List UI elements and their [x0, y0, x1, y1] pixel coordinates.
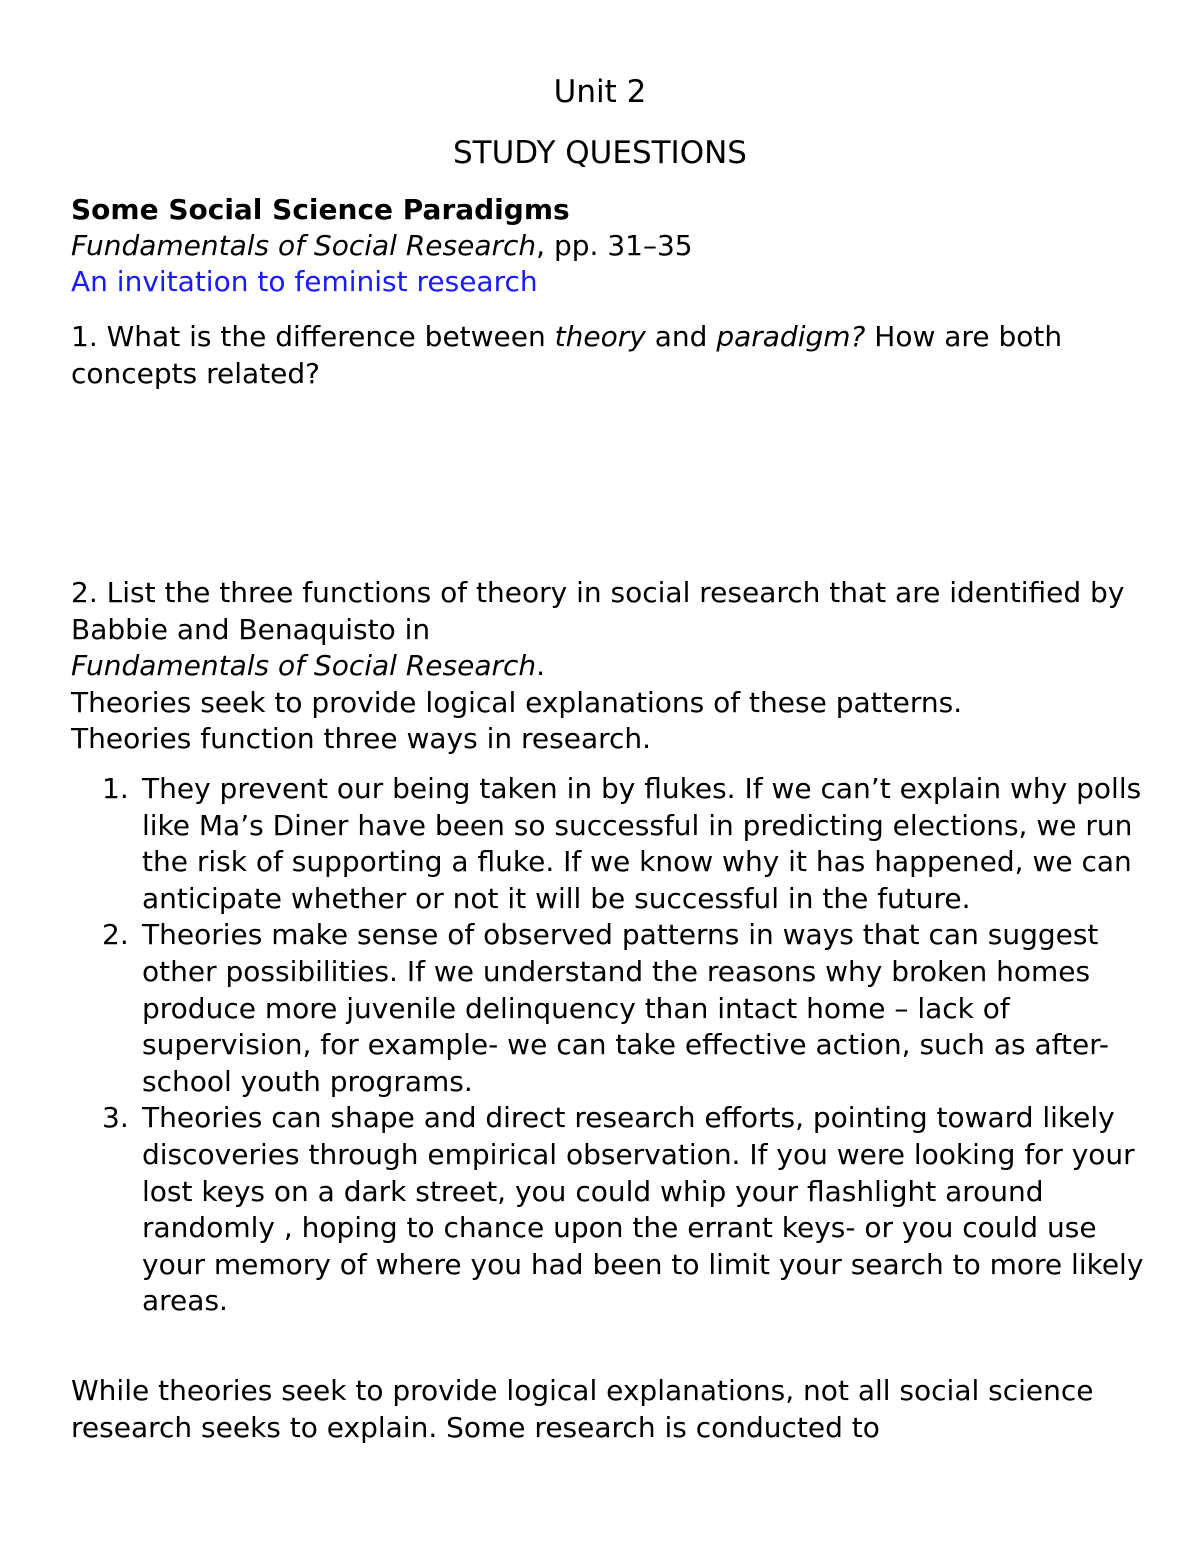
- question-2-book-title: Fundamentals of Social Research: [71, 649, 537, 683]
- question-2-text: 2. List the three functions of theory in social research that are identified by Babbie and Benaquisto in: [71, 576, 1125, 646]
- reference-line: [71, 228, 1161, 265]
- question-1-suffix: How are both concepts related?: [71, 320, 1063, 390]
- list-item-number: 2.: [102, 918, 129, 952]
- list-item-number: 1.: [102, 772, 129, 805]
- list-item: [71, 771, 1161, 917]
- list-item-text: They prevent our being taken in by flukes. If we can’t explain why polls like Ma’s Diner have been so successful in predicting elections, we run the risk of supporting a fluke. If we know why it has happened, we can anticipate whether or not it will be successful in the future.: [142, 772, 1142, 915]
- list-item: [71, 1100, 1161, 1320]
- feminist-research-link[interactable]: An invitation to feminist research: [71, 265, 538, 298]
- list-item-number: 3.: [102, 1101, 129, 1135]
- answer-line-1: Theories seek to provide logical explanations of these patterns.: [71, 685, 963, 719]
- question-1-term-paradigm: paradigm?: [716, 320, 866, 353]
- reference-book-title: Fundamentals of Social Research: [71, 229, 537, 262]
- list-item-text: Theories can shape and direct research efforts, pointing toward likely discoveries through empirical observation. If you were looking for your lost keys on a dark street, you could whip your flashlight around randomly , hoping to chance upon the errant keys- or you could use your memory of where you had been to limit your search to more likely areas.: [142, 1101, 1144, 1318]
- answer-line-2: Theories function three ways in research.: [71, 722, 652, 756]
- question-1-mid: and: [645, 320, 717, 353]
- theory-functions-list: [71, 771, 1161, 1320]
- section-heading: Some Social Science Paradigms: [71, 193, 570, 226]
- question-2-book-line: [71, 648, 1161, 685]
- question-1-term-theory: theory: [554, 320, 646, 353]
- question-2-period: .: [536, 649, 546, 683]
- reference-pages: , pp. 31–35: [536, 229, 693, 262]
- list-item-text: Theories make sense of observed patterns in ways that can suggest other possibilities. If we understand the reasons why broken homes produce more juvenile delinquency than intact home – lack of supervision, for example- we can take effective action, such as after-school youth programs.: [142, 918, 1110, 1098]
- study-questions-title: STUDY QUESTIONS: [453, 135, 747, 171]
- list-item: [71, 917, 1161, 1100]
- unit-title: Unit 2: [553, 74, 647, 110]
- question-2: [71, 575, 1161, 758]
- question-1-prefix: 1. What is the difference between: [71, 320, 555, 353]
- question-1: [71, 319, 1161, 392]
- closing-paragraph: While theories seek to provide logical explanations, not all social science research seeks to explain. Some research is conducted to: [71, 1374, 1094, 1444]
